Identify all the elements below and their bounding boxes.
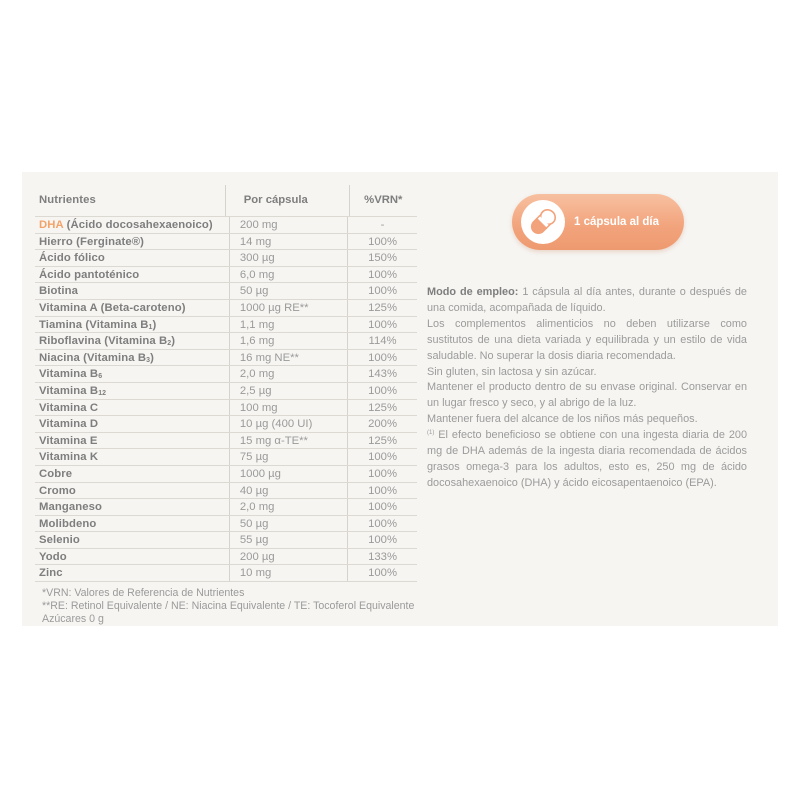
nutrient-name-text: Riboflavina (Vitamina B bbox=[39, 335, 168, 348]
nutrient-amount: 75 µg bbox=[229, 449, 347, 465]
nutrient-subscript: 12 bbox=[98, 389, 107, 397]
nutrient-vrn: 100% bbox=[347, 383, 417, 399]
usage-children-paragraph: Mantener fuera del alcance de los niños más pequeños. bbox=[427, 413, 698, 426]
nutrient-name-text: Hierro (Ferginate®) bbox=[39, 235, 145, 248]
usage-warning-paragraph: Los complementos alimenticios no deben utilizarse como sustitutos de una dieta variada y equilibrada y un estilo de vida saludable. No superar la dosis diaria recomendada. bbox=[427, 317, 747, 362]
nutrient-vrn: 114% bbox=[347, 333, 417, 349]
nutrient-name bbox=[35, 516, 229, 532]
dosage-badge bbox=[512, 194, 684, 250]
nutrient-amount: 2,0 mg bbox=[229, 499, 347, 515]
nutrient-vrn: - bbox=[347, 217, 417, 233]
footnote-equivalents: **RE: Retinol Equivalente / NE: Niacina Equivalente / TE: Tocoferol Equivalente bbox=[42, 600, 415, 612]
table-row bbox=[35, 366, 417, 383]
nutrient-name bbox=[35, 499, 229, 515]
nutrient-name-text: Vitamina E bbox=[39, 434, 98, 447]
nutrient-name-suffix: ) bbox=[150, 351, 155, 364]
nutrient-amount: 200 µg bbox=[229, 549, 347, 565]
nutrient-vrn: 125% bbox=[347, 400, 417, 416]
nutrient-amount: 55 µg bbox=[229, 532, 347, 548]
table-row bbox=[35, 499, 417, 516]
table-row bbox=[35, 234, 417, 251]
nutrient-subscript: 1 bbox=[148, 323, 153, 331]
nutrient-name-text: Vitamina B bbox=[39, 368, 99, 381]
nutrient-vrn: 100% bbox=[347, 483, 417, 499]
nutrient-highlight: DHA bbox=[39, 219, 64, 231]
nutrient-name-text: Vitamina B bbox=[39, 384, 99, 397]
table-row bbox=[35, 466, 417, 483]
nutrient-name-text: Ácido pantoténico bbox=[39, 268, 140, 281]
usage-storage-paragraph: Mantener el producto dentro de su envase original. Conservar en un lugar fresco y seco, y al abrigo de la luz. bbox=[427, 381, 747, 410]
table-row bbox=[35, 449, 417, 466]
nutrient-name-text: Biotina bbox=[39, 285, 78, 298]
nutrient-vrn: 100% bbox=[347, 267, 417, 283]
table-row bbox=[35, 400, 417, 417]
capsule-icon bbox=[520, 199, 566, 245]
nutrient-name bbox=[35, 217, 229, 233]
label-panel bbox=[22, 172, 778, 626]
table-row bbox=[35, 283, 417, 300]
table-header bbox=[35, 185, 417, 216]
nutrient-vrn: 100% bbox=[347, 317, 417, 333]
nutrient-vrn: 125% bbox=[347, 433, 417, 449]
nutrient-name bbox=[35, 549, 229, 565]
nutrient-name-suffix: ) bbox=[171, 335, 176, 348]
nutrient-amount: 2,5 µg bbox=[229, 383, 347, 399]
nutrient-vrn: 100% bbox=[347, 565, 417, 581]
nutrient-vrn: 100% bbox=[347, 234, 417, 250]
nutrient-amount: 1,1 mg bbox=[229, 317, 347, 333]
table-row bbox=[35, 416, 417, 433]
nutrient-name-text: Yodo bbox=[39, 550, 67, 563]
nutrient-vrn: 133% bbox=[347, 549, 417, 565]
nutrient-amount: 10 mg bbox=[229, 565, 347, 581]
nutrient-name bbox=[35, 483, 229, 499]
nutrient-amount: 14 mg bbox=[229, 234, 347, 250]
table-row bbox=[35, 216, 417, 234]
usage-intro: 1 cápsula al día antes, durante o después de una comida, acompañada de líquido. bbox=[427, 286, 747, 314]
table-row bbox=[35, 549, 417, 566]
nutrient-amount: 15 mg α-TE** bbox=[229, 433, 347, 449]
nutrient-name bbox=[35, 300, 229, 316]
nutrient-vrn: 125% bbox=[347, 300, 417, 316]
nutrient-name-text: Molibdeno bbox=[39, 517, 97, 530]
nutrient-name-text: Cromo bbox=[39, 484, 76, 497]
table-row bbox=[35, 532, 417, 549]
nutrient-name-text: Niacina (Vitamina B bbox=[39, 351, 147, 364]
nutrient-name bbox=[35, 532, 229, 548]
nutrient-vrn: 100% bbox=[347, 283, 417, 299]
nutrient-vrn: 100% bbox=[347, 350, 417, 366]
table-row bbox=[35, 250, 417, 267]
nutrient-name bbox=[35, 350, 229, 366]
nutrient-subscript: 2 bbox=[167, 340, 172, 348]
footnotes bbox=[42, 587, 414, 626]
table-row bbox=[35, 350, 417, 367]
nutrient-subscript: 3 bbox=[146, 356, 151, 364]
nutrient-amount: 1000 µg RE** bbox=[229, 300, 347, 316]
nutrient-vrn: 100% bbox=[347, 516, 417, 532]
nutrient-name bbox=[35, 449, 229, 465]
usage-effect-text: El efecto beneficioso se obtiene con una ingesta diaria de 200 mg de DHA además de la ingesta diaria recomendada de ácidos grasos omega-3 para los adultos, esto es, 250 mg de ácido docosahexaenoico (DHA) y ácido eicosapentaenoico (EPA). bbox=[427, 429, 747, 489]
nutrient-name-text: Tiamina (Vitamina B bbox=[39, 318, 149, 331]
header-per-capsule: Por cápsula bbox=[225, 185, 349, 216]
usage-allergen-paragraph: Sin gluten, sin lactosa y sin azúcar. bbox=[427, 365, 597, 378]
nutrient-name bbox=[35, 565, 229, 581]
nutrient-name bbox=[35, 383, 229, 399]
nutrient-amount: 2,0 mg bbox=[229, 366, 347, 382]
nutrient-name-text: Manganeso bbox=[39, 501, 103, 514]
nutrient-amount: 50 µg bbox=[229, 516, 347, 532]
nutrient-name bbox=[35, 317, 229, 333]
header-nutrients: Nutrientes bbox=[39, 194, 96, 206]
nutrient-vrn: 100% bbox=[347, 466, 417, 482]
nutrient-name bbox=[35, 400, 229, 416]
nutrient-subscript: 6 bbox=[98, 373, 103, 381]
nutrient-vrn: 143% bbox=[347, 366, 417, 382]
nutrient-name-suffix: ) bbox=[152, 318, 157, 331]
dosage-badge-text: 1 cápsula al día bbox=[574, 216, 660, 228]
table-body bbox=[35, 216, 417, 582]
table-row bbox=[35, 267, 417, 284]
nutrient-name-text: Vitamina A (Beta-caroteno) bbox=[39, 301, 186, 314]
nutrient-vrn: 100% bbox=[347, 449, 417, 465]
nutrient-amount: 200 mg bbox=[229, 217, 347, 233]
nutrient-name bbox=[35, 416, 229, 432]
nutrient-name bbox=[35, 333, 229, 349]
nutrient-vrn: 100% bbox=[347, 499, 417, 515]
nutrient-amount: 6,0 mg bbox=[229, 267, 347, 283]
usage-effect-paragraph bbox=[427, 428, 747, 492]
nutrition-table bbox=[35, 185, 417, 582]
table-row bbox=[35, 317, 417, 334]
table-row bbox=[35, 483, 417, 500]
nutrient-name-text: Vitamina C bbox=[39, 401, 99, 414]
nutrient-name bbox=[35, 466, 229, 482]
nutrient-name bbox=[35, 366, 229, 382]
header-vrn: %VRN* bbox=[349, 185, 417, 216]
nutrient-name bbox=[35, 283, 229, 299]
nutrient-amount: 300 µg bbox=[229, 250, 347, 266]
footnote-vrn: *VRN: Valores de Referencia de Nutrientes bbox=[42, 587, 245, 599]
nutrient-name-text: Vitamina K bbox=[39, 451, 99, 464]
table-row bbox=[35, 516, 417, 533]
nutrient-vrn: 100% bbox=[347, 532, 417, 548]
nutrient-amount: 1,6 mg bbox=[229, 333, 347, 349]
table-row bbox=[35, 565, 417, 582]
usage-intro-paragraph bbox=[427, 285, 747, 317]
table-row bbox=[35, 383, 417, 400]
nutrient-name-text: Vitamina D bbox=[39, 418, 99, 431]
usage-instructions bbox=[427, 285, 747, 492]
usage-label: Modo de empleo: bbox=[427, 286, 519, 298]
table-row bbox=[35, 333, 417, 350]
nutrient-amount: 100 mg bbox=[229, 400, 347, 416]
note-marker: (1) bbox=[427, 430, 435, 437]
nutrient-vrn: 200% bbox=[347, 416, 417, 432]
nutrient-amount: 50 µg bbox=[229, 283, 347, 299]
table-row bbox=[35, 433, 417, 450]
footnote-sugars: Azúcares 0 g bbox=[42, 613, 104, 625]
nutrient-amount: 40 µg bbox=[229, 483, 347, 499]
nutrient-name bbox=[35, 433, 229, 449]
nutrient-name bbox=[35, 267, 229, 283]
nutrient-name-rest: (Ácido docosahexaenoico) bbox=[63, 219, 213, 231]
nutrient-name bbox=[35, 250, 229, 266]
nutrient-name-text: Zinc bbox=[39, 567, 63, 580]
nutrient-name bbox=[35, 234, 229, 250]
nutrient-name-text: Selenio bbox=[39, 534, 80, 547]
nutrient-name-text: Cobre bbox=[39, 467, 73, 480]
nutrient-amount: 16 mg NE** bbox=[229, 350, 347, 366]
nutrient-name-text: Ácido fólico bbox=[39, 252, 105, 265]
nutrient-amount: 1000 µg bbox=[229, 466, 347, 482]
table-row bbox=[35, 300, 417, 317]
nutrient-vrn: 150% bbox=[347, 250, 417, 266]
nutrient-amount: 10 µg (400 UI) bbox=[229, 416, 347, 432]
